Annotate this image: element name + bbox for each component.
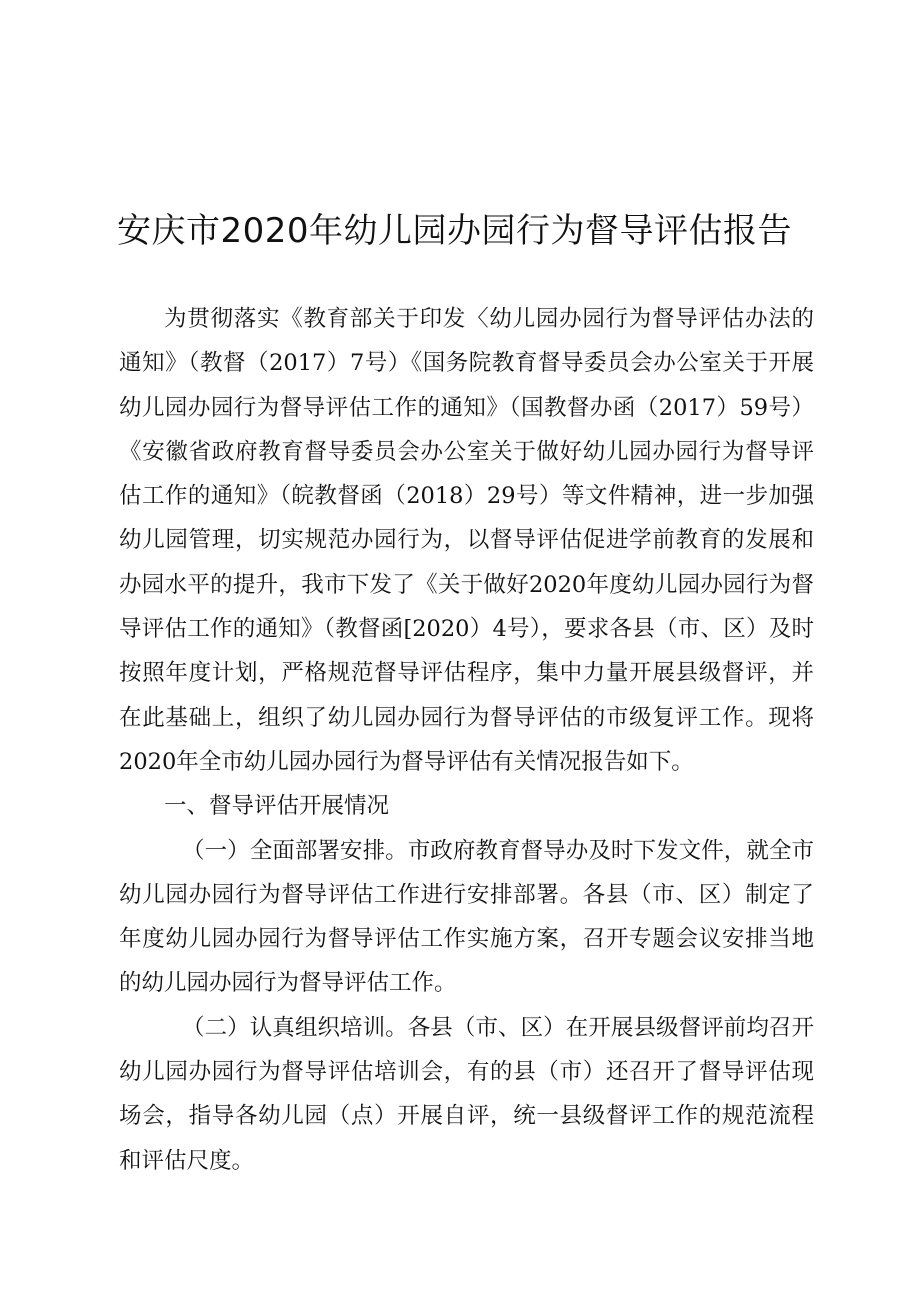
paragraph-deployment: （一）全面部署安排。市政府教育督导办及时下发文件，就全市幼儿园办园行为督导评估工作进行安排部署。各县（市、区）制定了年度幼儿园办园行为督导评估工作实施方案，召开专题会议安排当地的幼儿园办园行为督导评估工作。 xyxy=(119,837,814,997)
document-title: 安庆市2020年幼儿园办园行为督导评估报告 xyxy=(117,211,793,251)
document-body xyxy=(119,297,814,1183)
paragraph-training: （二）认真组织培训。各县（市、区）在开展县级督评前均召开幼儿园办园行为督导评估培训会，有的县（市）还召开了督导评估现场会，指导各幼儿园（点）开展自评，统一县级督评工作的规范流程和评估尺度。 xyxy=(119,1014,814,1174)
paragraph-intro: 为贯彻落实《教育部关于印发〈幼儿园办园行为督导评估办法的通知》（教督（2017）7号）《国务院教育督导委员会办公室关于开展幼儿园办园行为督导评估工作的通知》（国教督办函（2017）59号）《安徽省政府教育督导委员会办公室关于做好幼儿园办园行为督导评估工作的通知》（皖教督函（2018）29号）等文件精神，进一步加强幼儿园管理，切实规范办园行为，以督导评估促进学前教育的发展和办园水平的提升，我市下发了《关于做好2020年度幼儿园办园行为督导评估工作的通知》（教督函[2020）4号），要求各县（市、区）及时按照年度计划，严格规范督导评估程序，集中力量开展县级督评，并在此基础上，组织了幼儿园办园行为督导评估的市级复评工作。现将2020年全市幼儿园办园行为督导评估有关情况报告如下。 xyxy=(119,306,814,775)
section-heading-1: 一、督导评估开展情况 xyxy=(164,793,390,820)
